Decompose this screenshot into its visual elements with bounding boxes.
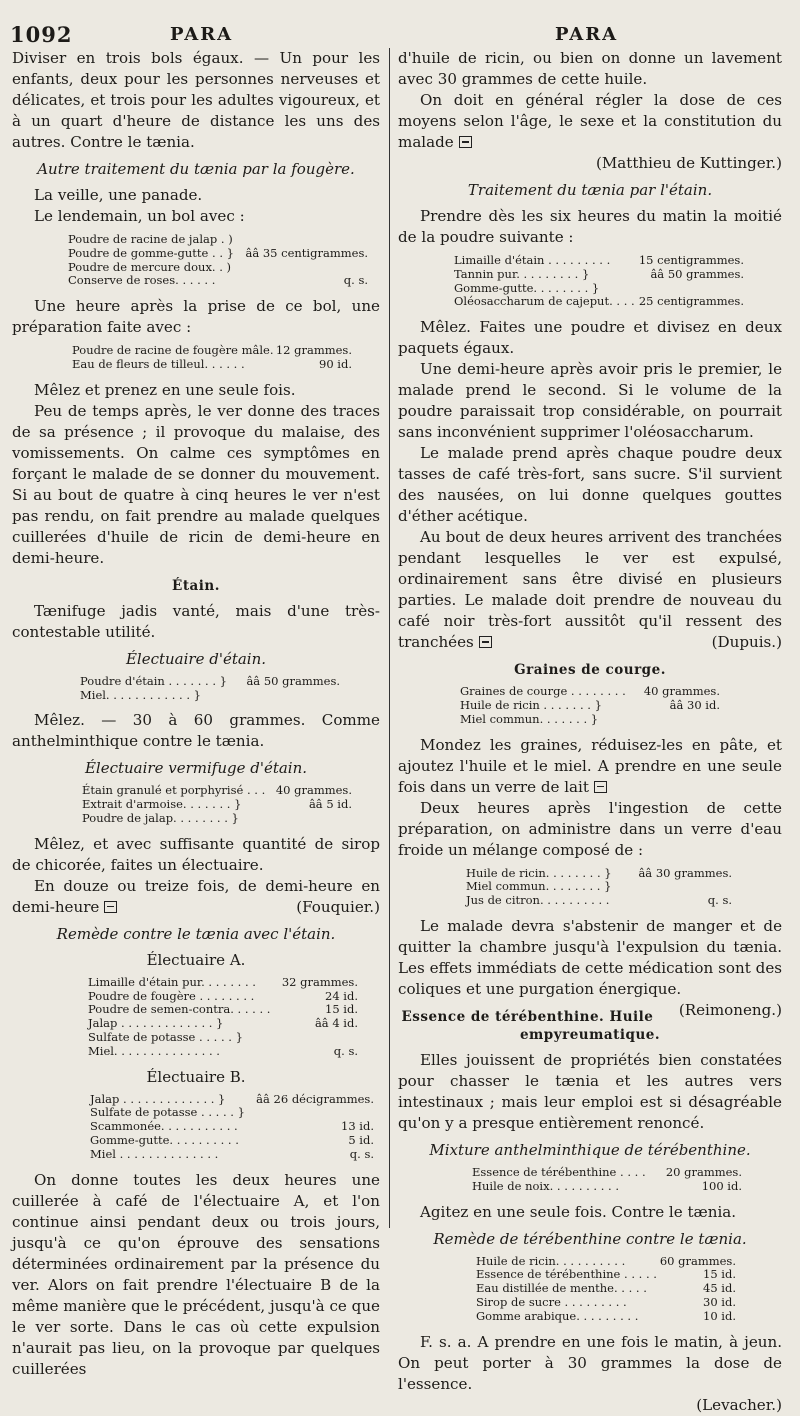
ingredient-name: Eau de fleurs de tilleul. . . . . . [72,356,245,371]
ingredient-name: Sulfate de potasse . . . . . } [90,1105,245,1120]
ingredient-name: Miel . . . . . . . . . . . . . . [90,1146,219,1161]
section-heading: Essence de térébenthine. Huile empyreumatique. [401,1008,661,1043]
ingredient-name: Miel commun. . . . . . . . } [466,879,612,894]
ingredient-quantity: 32 grammes. [281,974,358,989]
recipe-row [476,1268,736,1282]
ingredient-name: Poudre d'étain . . . . . . . } [80,673,227,688]
ingredient-quantity: ââ 50 grammes. [650,266,744,281]
recipe-list [12,976,358,1059]
recipe-list [12,233,368,288]
ingredient-name: Extrait d'armoise. . . . . . . } [82,797,242,812]
citation: (Dupuis.) [711,633,782,652]
recipe-row [68,247,368,261]
paragraph [398,735,782,798]
ingredient-name: Poudre de gomme-gutte . . } [68,245,234,260]
paragraph-text: Au bout de deux heures arrivent des tranchées pendant lesquelles le ver est expulsé, ordinairement sans être divisé en plusieurs parties. Le malade doit prendre de nouveau du café noir très-fort aussitôt qu'il ressent des tranchées [398,528,782,652]
recipe-row [88,1003,358,1017]
recipe-row [82,812,352,826]
ingredient-name: Oléosaccharum de cajeput. . . . [454,294,635,309]
recipe-row [88,1031,358,1045]
section-title: Autre traitement du tænia par la fougère. [37,160,355,178]
ingredient-quantity: ââ 26 décigrammes. [256,1091,374,1106]
recipe-row [90,1093,374,1107]
ingredient-quantity: q. s. [343,273,368,288]
ingredient-quantity: 5 id. [348,1132,374,1147]
ingredient-name: Sulfate de potasse . . . . . } [88,1029,243,1044]
paragraph: Le malade prend après chaque poudre deux tasses de café très-fort, sans sucre. S'il survient des nausées, on lui donne quelques gouttes d'éther acétique. [398,444,782,526]
running-head-left: PARA [170,24,234,45]
ingredient-quantity: 12 grammes. [275,343,352,358]
ingredient-name: Poudre de jalap. . . . . . . . } [82,810,239,825]
ingredient-quantity: ââ 30 grammes. [638,865,732,880]
recipe-row [476,1310,736,1324]
paragraph: Elles jouissent de propriétés bien constatées pour chasser le tænia et les autres vers intestinaux ; mais leur emploi est si désagréable qu'on y a presque entièrement renoncé. [398,1050,782,1132]
page-number: 1092 [10,22,73,47]
ingredient-name: Limaille d'étain pur. . . . . . . . [88,974,256,989]
paragraph: Mêlez. Faites une poudre et divisez en deux paquets égaux. [398,318,782,358]
paragraph: Peu de temps après, le ver donne des traces de sa présence ; il provoque du malaise, des vomissements. On calme ces symptômes en forçant le malade de se donner du mouvement. Si au bout de quatre à cinq heures le ver n'est pas rendu, on fait prendre au malade quelques cuillerées d'huile de ricin de demi-heure en demi-heure. [12,401,380,567]
recipe-row [90,1134,374,1148]
right-column [398,48,782,1416]
ingredient-quantity: 40 grammes. [275,783,352,798]
ornament-box-icon [104,901,117,913]
recipe-row [472,1180,742,1194]
ingredient-name: Miel commun. . . . . . . } [460,711,599,726]
recipe-row [460,699,720,713]
ingredient-name: Conserve de roses. . . . . . [68,273,216,288]
subheading: Électuaire B. [146,1067,246,1086]
paragraph [12,876,380,918]
ingredient-quantity: ââ 35 centigrammes. [245,245,368,260]
recipe-row [466,867,732,881]
ingredient-quantity: 13 id. [341,1119,374,1134]
column-divider [389,48,390,1228]
recipe-row [88,976,358,990]
paragraph-text: Le malade devra s'abstenir de manger et de quitter la chambre jusqu'à l'expulsion du tænia. Les effets immédiats de cette médication sont des coliques et une purgation énergique. [398,916,782,998]
paragraph: Mêlez, et avec suffisante quantité de sirop de chicorée, faites un électuaire. [12,834,380,874]
ingredient-name: Poudre de racine de fougère mâle. [72,343,274,358]
ingredient-quantity: 10 id. [703,1308,736,1323]
recipe-row [476,1296,736,1310]
ingredient-name: Huile de ricin. . . . . . . . . . [476,1253,626,1268]
ingredient-name: Scammonée. . . . . . . . . . . [90,1119,238,1134]
recipe-row [476,1255,736,1269]
recipe-row [72,344,352,358]
paragraph [398,916,782,1019]
ingredient-quantity: q. s. [707,893,732,908]
subheading: Électuaire A. [146,950,246,969]
ingredient-quantity: 24 id. [325,988,358,1003]
ingredient-name: Huile de noix. . . . . . . . . . [472,1178,620,1193]
ingredient-quantity: ââ 50 grammes. [246,673,340,688]
recipe-row [454,254,744,268]
ingredient-name: Jalap . . . . . . . . . . . . . } [90,1091,226,1106]
recipe-row [90,1148,374,1162]
recipe-list [12,784,352,825]
recipe-row [472,1166,742,1180]
recipe-row [90,1120,374,1134]
section-title: Remède de térébenthine contre le tænia. [433,1229,747,1248]
ingredient-quantity: q. s. [333,1043,358,1058]
paragraph: Prendre dès les six heures du matin la moitié de la poudre suivante : [398,207,782,246]
section-title: Électuaire d'étain. [125,649,267,668]
ingredient-quantity: 60 grammes. [659,1253,736,1268]
ingredient-quantity: 25 centigrammes. [638,294,744,309]
paragraph: Agitez en une seule fois. Contre le tænia. [420,1202,737,1221]
ingredient-quantity: 90 id. [319,356,352,371]
ingredient-quantity: ââ 5 id. [308,797,352,812]
recipe-row [466,894,732,908]
recipe-row [454,282,744,296]
ornament-box-icon [459,136,472,148]
ingredient-name: Étain granulé et porphyrisé . . . [82,783,266,798]
ingredient-name: Gomme-gutte. . . . . . . . } [454,280,600,295]
recipe-row [80,689,340,703]
running-head-right: PARA [555,24,619,45]
recipe-row [454,268,744,282]
recipe-row [68,274,368,288]
ingredient-quantity: q. s. [349,1146,374,1161]
ingredient-name: Tannin pur. . . . . . . . . } [454,266,590,281]
recipe-list [12,1093,374,1162]
paragraph: Une demi-heure après avoir pris le premier, le malade prend le second. Si le volume de la poudre paraissait trop considérable, on pourrait sans inconvénient supprimer l'oléosaccharum. [398,360,782,442]
ingredient-name: Miel. . . . . . . . . . . . } [80,687,201,702]
paragraph: F. s. a. A prendre en une fois le matin, à jeun. On peut porter à 30 grammes la dose de l'essence. [398,1332,782,1393]
paragraph: Diviser en trois bols égaux. — Un pour les enfants, deux pour les personnes nerveuses et délicates, et trois pour les adultes vigoureux, et à un quart d'heure de distance les uns des autres. Contre le tænia. [12,49,380,151]
recipe-list [12,675,340,703]
ingredient-quantity: 45 id. [703,1281,736,1296]
ingredient-name: Jalap . . . . . . . . . . . . . } [88,1016,224,1031]
paragraph: Une heure après la prise de ce bol, une préparation faite avec : [12,297,380,337]
paragraph: Deux heures après l'ingestion de cette préparation, on administre dans un verre d'eau froide un mélange composé de : [398,798,782,859]
ingredient-name: Essence de térébenthine . . . . [472,1164,646,1179]
ingredient-quantity: 15 id. [703,1267,736,1282]
recipe-row [80,675,340,689]
recipe-list [398,867,732,908]
recipe-row [68,261,368,275]
section-heading: Étain. [172,577,220,594]
recipe-row [90,1106,374,1120]
paragraph: d'huile de ricin, ou bien on donne un lavement avec 30 grammes de cette huile. [398,49,782,88]
recipe-row [454,295,744,309]
section-title: Mixture anthelminthique de térébenthine. [429,1140,751,1159]
ingredient-quantity: 100 id. [701,1178,742,1193]
ingredient-name: Huile de ricin. . . . . . . . } [466,865,612,880]
citation: (Reimoneng.) [678,1000,782,1019]
recipe-row [88,1017,358,1031]
ingredient-name: Essence de térébenthine . . . . . [476,1267,657,1282]
paragraph-text: En douze ou treize fois, de demi-heure en demi-heure [12,876,380,916]
recipe-row [82,784,352,798]
ingredient-name: Gomme arabique. . . . . . . . . [476,1308,639,1323]
citation: (Fouquier.) [296,897,380,916]
left-column [12,48,380,1380]
ingredient-name: Sirop de sucre . . . . . . . . . [476,1294,627,1309]
ornament-box-icon [594,781,607,793]
section-title: Remède contre le tænia avec l'étain. [56,924,336,943]
ingredient-quantity: 20 grammes. [665,1164,742,1179]
paragraph: Le lendemain, un bol avec : [34,207,245,225]
recipe-row [72,358,352,372]
ingredient-name: Gomme-gutte. . . . . . . . . . [90,1132,239,1147]
citation: (Levacher.) [696,1395,782,1414]
ingredient-name: Poudre de racine de jalap . ) [68,232,233,246]
recipe-row [88,990,358,1004]
ingredient-name: Graines de courge . . . . . . . . [460,684,626,699]
recipe-row [68,233,368,247]
ingredient-quantity: ââ 4 id. [314,1016,358,1031]
ingredient-name: Poudre de fougère . . . . . . . . [88,988,255,1003]
section-title: Traitement du tænia par l'étain. [467,181,713,199]
recipe-row [460,713,720,727]
recipe-row [82,798,352,812]
paragraph-text: Mondez les graines, réduisez-les en pâte, et ajoutez l'huile et le miel. A prendre en une seule fois dans un verre de lait [398,735,782,796]
paragraph [398,527,782,653]
ingredient-name: Limaille d'étain . . . . . . . . . [454,253,611,267]
ingredient-quantity: 30 id. [703,1294,736,1309]
ingredient-name: Huile de ricin . . . . . . . } [460,697,602,712]
recipe-row [476,1282,736,1296]
recipe-list [398,685,720,726]
recipe-list [398,254,744,309]
ingredient-name: Miel. . . . . . . . . . . . . . . [88,1043,220,1058]
section-title: Électuaire vermifuge d'étain. [84,759,308,778]
recipe-row [466,880,732,894]
ingredient-quantity: ââ 30 id. [669,697,720,712]
citation: (Matthieu de Kuttinger.) [595,154,782,172]
ornament-box-icon [479,636,492,648]
ingredient-quantity: 15 centigrammes. [638,253,744,267]
ingredient-name: Poudre de semen-contra. . . . . . [88,1002,271,1017]
paragraph: On donne toutes les deux heures une cuillerée à café de l'électuaire A, et l'on continue ainsi pendant deux ou trois jours, jusqu'à ce qu'on éprouve des sensations déterminées ordinairement par la présence du ver. Alors on fait prendre l'électuaire B de la même manière que le précédent, jusqu'à ce que le ver sorte. Dans le cas où cette expulsion n'aurait pas lieu, on la provoque par quelques cuillerées [12,1170,380,1378]
recipe-row [460,685,720,699]
paragraph: Mêlez et prenez en une seule fois. [34,380,296,399]
paragraph: Mêlez. — 30 à 60 grammes. Comme anthelminthique contre le tænia. [12,711,380,751]
ingredient-name: Jus de citron. . . . . . . . . . [466,893,610,908]
recipe-row [88,1045,358,1059]
paragraph [398,90,782,153]
ingredient-name: Eau distillée de menthe. . . . . [476,1281,647,1296]
recipe-list [12,344,352,372]
ingredient-quantity: 40 grammes. [643,684,720,699]
ingredient-name: Poudre de mercure doux. . ) [68,259,232,274]
paragraph-text: On doit en général régler la dose de ces moyens selon l'âge, le sexe et la constitution du malade [398,91,782,151]
paragraph: La veille, une panade. [34,186,203,204]
section-heading: Graines de courge. [514,662,666,679]
ingredient-quantity: 15 id. [325,1002,358,1017]
recipe-list [398,1166,742,1194]
paragraph: Tænifuge jadis vanté, mais d'une très-contestable utilité. [12,601,380,641]
